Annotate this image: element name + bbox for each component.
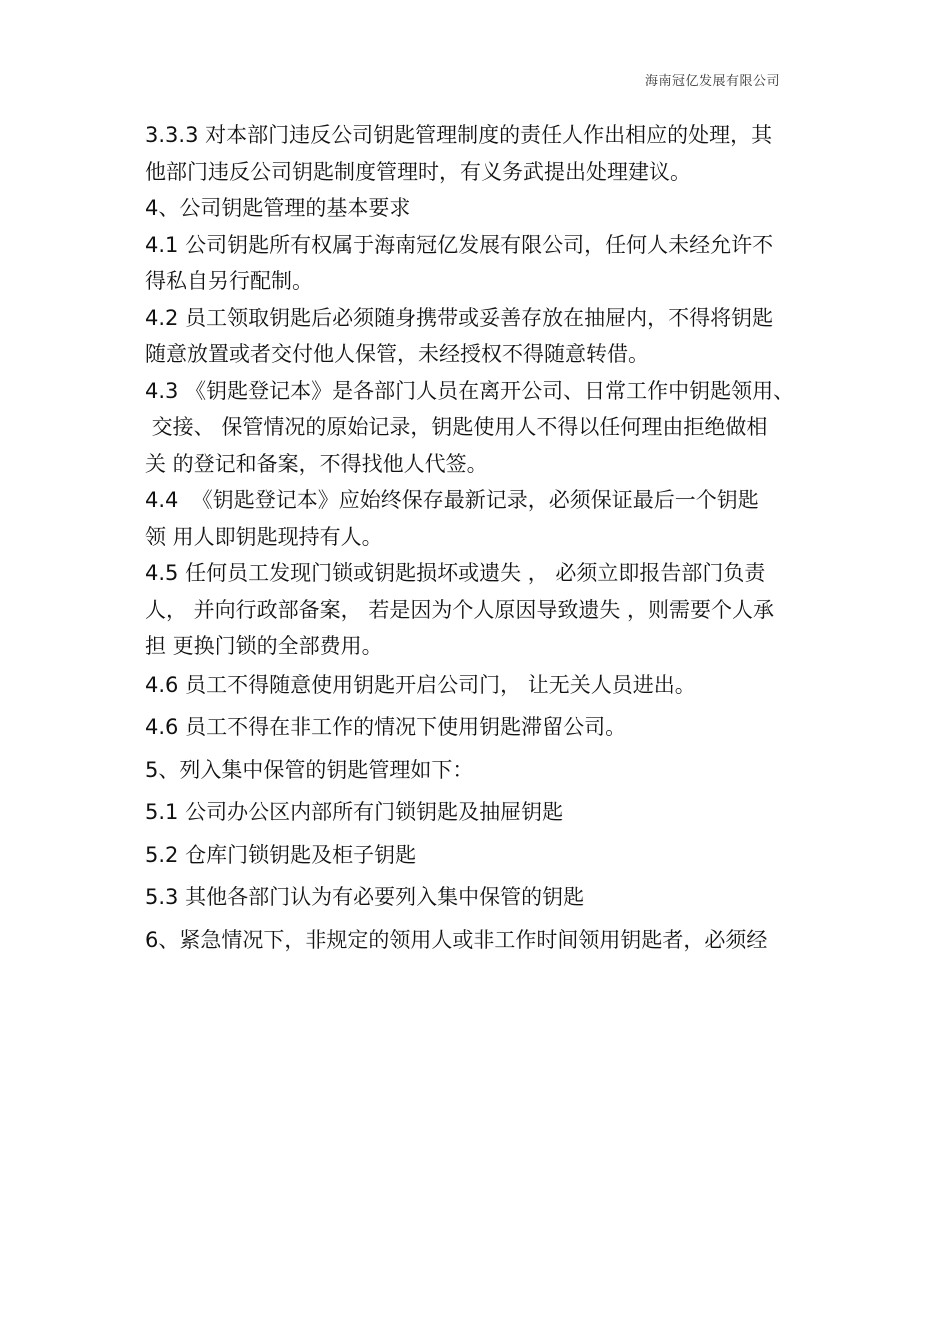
paragraph-line: 得私自另行配制。	[145, 269, 313, 293]
list-item: 5.3 其他各部门认为有必要列入集中保管的钥匙	[145, 885, 585, 909]
section-heading: 6、紧急情况下，非规定的领用人或非工作时间领用钥匙者，必须经	[145, 927, 768, 952]
paragraph-line: 4.6 员工不得随意使用钥匙开启公司门， 让无关人员进出。	[145, 672, 696, 697]
paragraph-line: 4.6 员工不得在非工作的情况下使用钥匙滞留公司。	[145, 715, 627, 739]
section-heading: 5、列入集中保管的钥匙管理如下：	[145, 757, 474, 782]
section-heading: 4、公司钥匙管理的基本要求	[145, 196, 411, 220]
paragraph-line: 4.3 《钥匙登记本》是各部门人员在离开公司、日常工作中钥匙领用、	[145, 378, 795, 403]
document-body	[145, 117, 810, 958]
paragraph-line: 领 用人即钥匙现持有人。	[145, 524, 383, 549]
paragraph-line: 4.1 公司钥匙所有权属于海南冠亿发展有限公司，任何人未经允许不	[145, 232, 774, 257]
list-item: 5.2 仓库门锁钥匙及柜子钥匙	[145, 842, 417, 867]
paragraph-line: 4.4 《钥匙登记本》应始终保存最新记录，必须保证最后一个钥匙	[145, 488, 759, 512]
paragraph-line: 4.5 任何员工发现门锁或钥匙损坏或遗失 ， 必须立即报告部门负责	[145, 561, 766, 585]
page-header-company: 海南冠亿发展有限公司	[644, 74, 780, 89]
paragraph-line: 4.2 员工领取钥匙后必须随身携带或妥善存放在抽屉内，不得将钥匙	[145, 305, 774, 330]
paragraph-line: 担 更换门锁的全部费用。	[145, 634, 383, 658]
paragraph-line: 交接、 保管情况的原始记录，钥匙使用人不得以任何理由拒绝做相	[145, 415, 768, 439]
paragraph-line: 随意放置或者交付他人保管，未经授权不得随意转借。	[145, 342, 649, 366]
list-item: 5.1 公司办公区内部所有门锁钥匙及抽屉钥匙	[145, 800, 564, 824]
paragraph-line: 3.3.3 对本部门违反公司钥匙管理制度的责任人作出相应的处理，其	[145, 123, 773, 147]
paragraph-line: 他部门违反公司钥匙制度管理时，有义务武提出处理建议。	[145, 159, 691, 184]
paragraph-line: 人， 并向行政部备案， 若是因为个人原因导致遗失 ，则需要个人承	[145, 597, 775, 622]
paragraph-line: 关 的登记和备案，不得找他人代签。	[145, 451, 488, 476]
